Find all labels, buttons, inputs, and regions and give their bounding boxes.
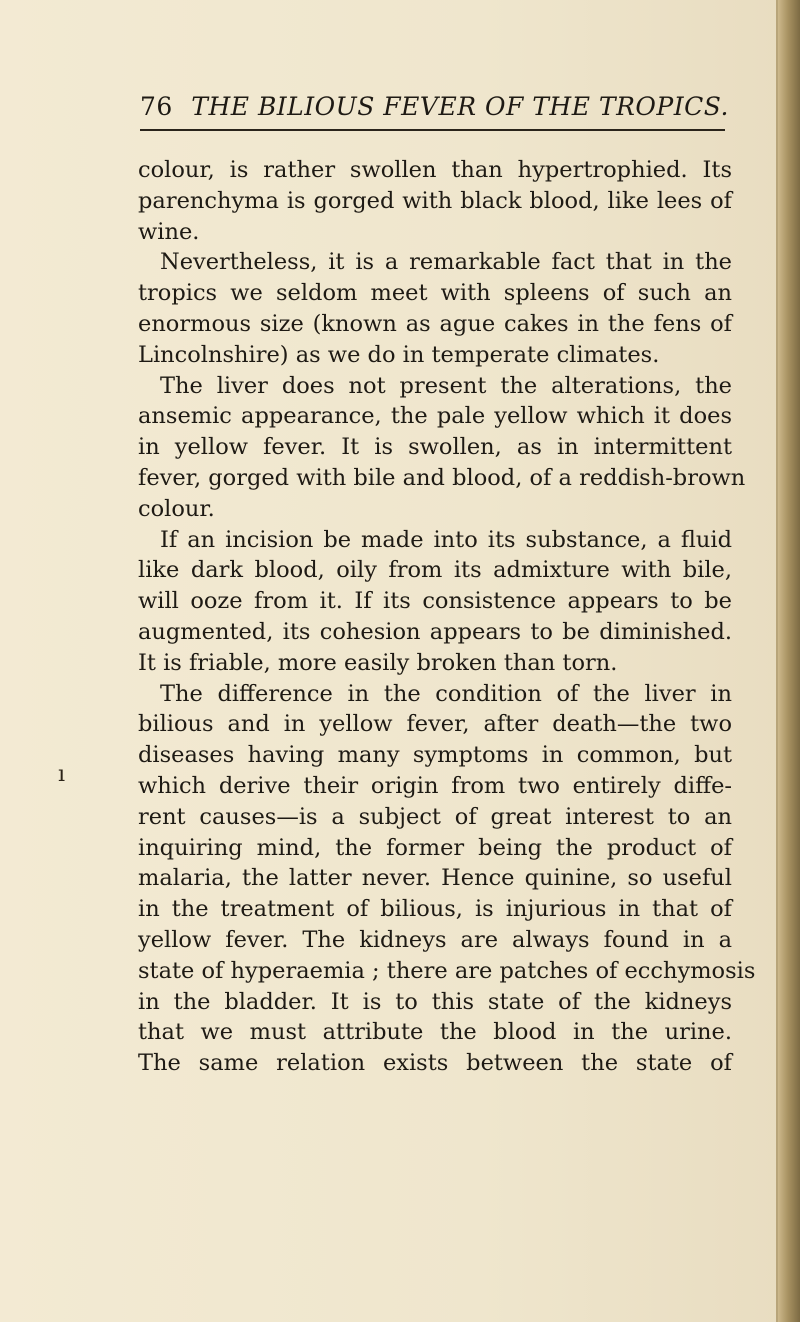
header-rule [140,129,725,131]
text-line: Nevertheless, it is a remarkable fact that in the [160,249,732,276]
text-line: Lincolnshire) as we do in temperate climates. [138,341,660,368]
text-line: colour, is rather swollen than hypertrophied. Its [138,157,732,183]
text-line: augmented, its cohesion appears to be diminished. [138,618,732,645]
text-line: rent causes—is a subject of great interest to an [138,803,732,830]
text-line: The difference in the condition of the liver in [160,680,732,707]
text-line: It is friable, more easily broken than torn. [138,649,618,676]
text-line: If an incision be made into its substance, a fluid [160,526,732,553]
text-line: The same relation exists between the state of [138,1050,732,1077]
text-line: ansemic appearance, the pale yellow which it does [138,403,732,430]
text-line: malaria, the latter never. Hence quinine, so useful [138,865,732,892]
text-line: bilious and in yellow fever, after death—the two [138,711,732,738]
running-header [140,92,730,124]
text-line: fever, gorged with bile and blood, of a reddish-brown [138,464,746,491]
text-line: tropics we seldom meet with spleens of such an [138,280,732,307]
text-line: enormous size (known as ague cakes in the fens of [138,310,732,337]
text-line: in yellow fever. It is swollen, as in intermittent [138,434,732,461]
text-line: which derive their origin from two entirely diffe- [138,772,732,799]
text-line: The liver does not present the alterations, the [160,372,732,399]
text-line: inquiring mind, the former being the product of [138,834,732,861]
text-line: wine. [138,218,200,245]
page-edge-shadow [778,0,800,1322]
page-number: 76 [140,92,173,121]
text-line: like dark blood, oily from its admixture with bile, [138,557,732,584]
text-line: in the treatment of bilious, is injurious in that of [138,896,732,923]
text-line: yellow fever. The kidneys are always found in a [138,926,732,953]
text-line: state of hyperaemia ; there are patches of ecchymosis [138,957,756,984]
running-title: THE BILIOUS FEVER OF THE TROPICS. [191,92,729,121]
text-line: will ooze from it. If its consistence appears to be [138,588,732,615]
text-line: parenchyma is gorged with black blood, like lees of [138,187,732,214]
margin-mark: ı [58,762,66,787]
text-line: that we must attribute the blood in the urine. [138,1019,732,1046]
text-line: colour. [138,495,215,522]
text-line: in the bladder. It is to this state of the kidneys [138,988,732,1015]
body-text [138,155,756,1079]
text-line: diseases having many symptoms in common, but [138,742,732,769]
